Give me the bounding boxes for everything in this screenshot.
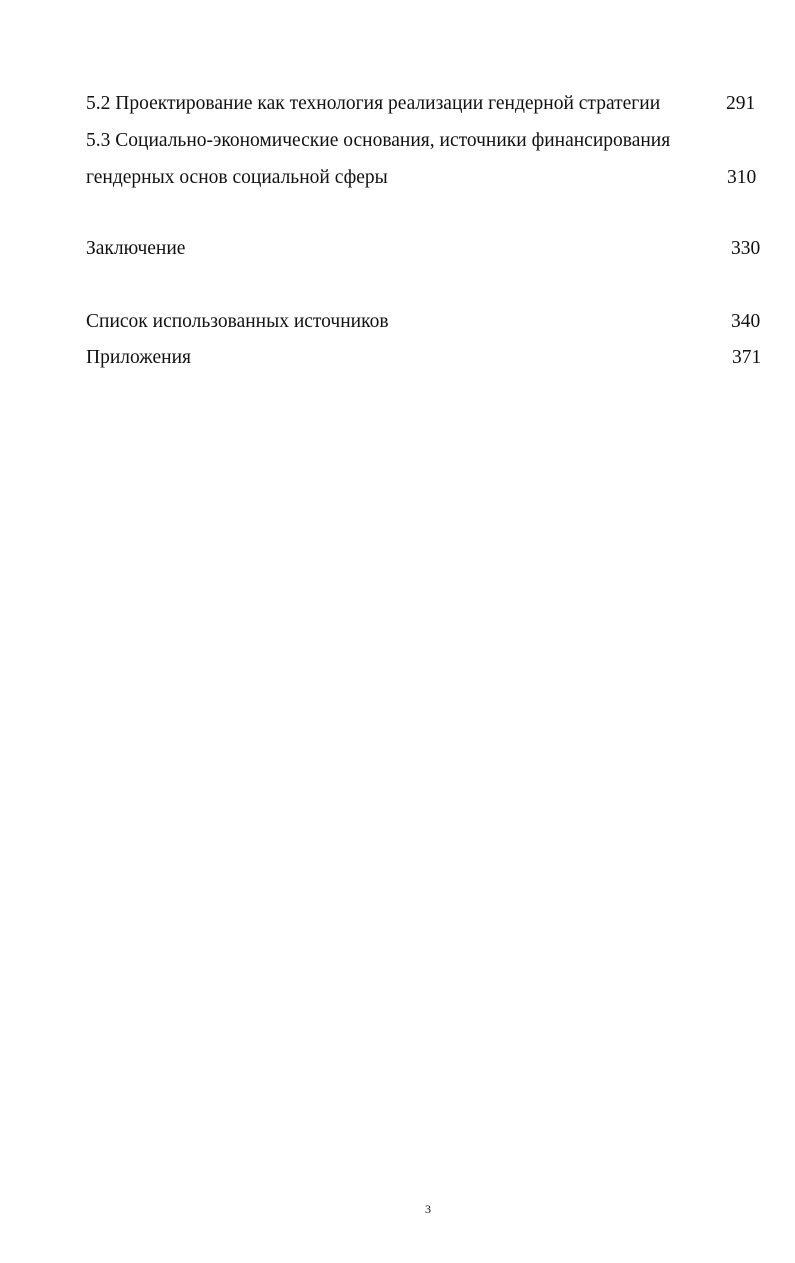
toc-entry-page: 310 <box>727 167 757 188</box>
toc-entry-title: 5.3 Социально-экономические основания, источники финансирования <box>86 130 671 151</box>
toc-entry-title-continuation: гендерных основ социальной сферы <box>86 167 388 188</box>
page-number: 3 <box>425 1202 431 1216</box>
toc-entry-page: 330 <box>731 238 761 259</box>
toc-entry-title: Заключение <box>86 238 186 259</box>
toc-entry-page: 291 <box>726 93 756 114</box>
toc-entry-page: 371 <box>732 347 762 368</box>
toc-entry-title: Приложения <box>86 347 191 368</box>
toc-entry-title: 5.2 Проектирование как технология реализации гендерной стратегии <box>86 93 661 114</box>
toc-entry-title: Список использованных источников <box>86 311 389 332</box>
toc-entry-page: 340 <box>731 311 761 332</box>
